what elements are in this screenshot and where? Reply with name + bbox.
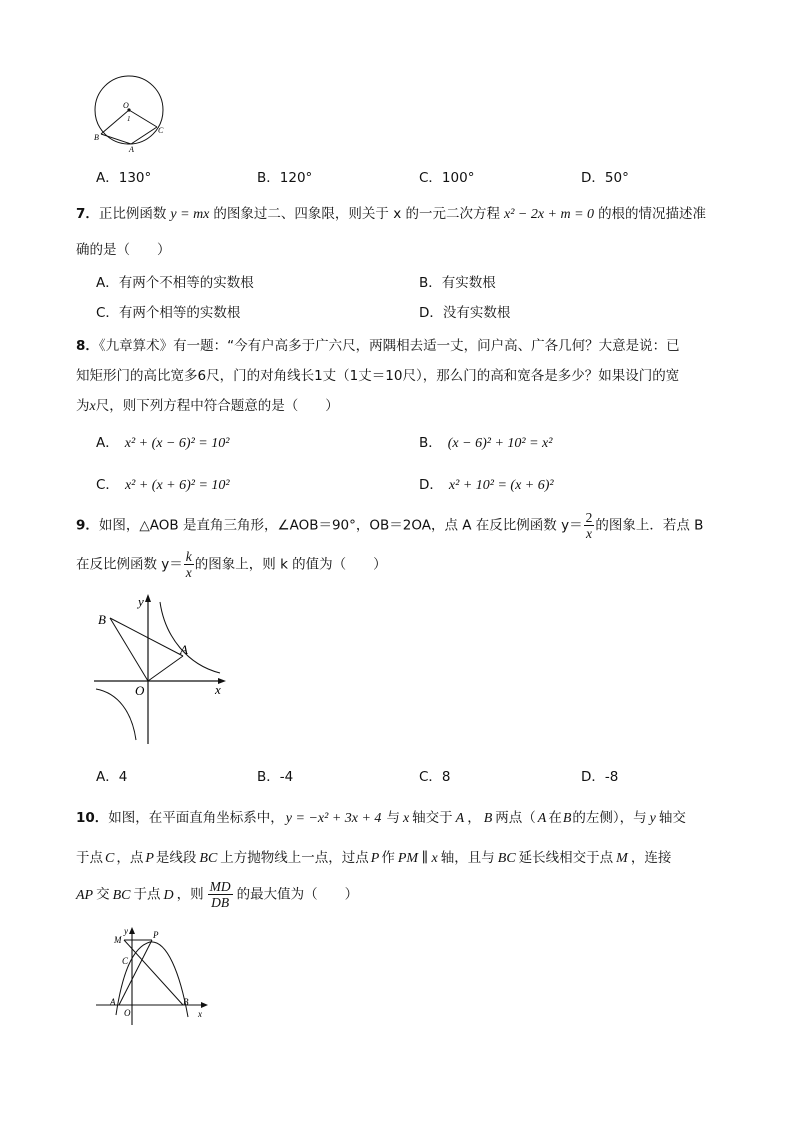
fraction-denominator: DB: [211, 895, 230, 910]
q10-label-c: C: [122, 956, 129, 966]
q7-math-function: y = mx: [170, 207, 210, 222]
q8-option-c[interactable]: [96, 473, 230, 494]
q9-label-b: B: [98, 612, 106, 627]
q6-option-d[interactable]: D．50°: [581, 170, 629, 186]
q9-label-x: x: [215, 682, 221, 697]
q8-text: 《九章算术》有一题：“今有户高多于广六尺，两隅相去适一丈，问户高、广各几何？大意是说：已: [98, 338, 680, 354]
q6-label-a: A: [129, 145, 134, 154]
q6-label-1: 1: [127, 115, 131, 123]
q7-number: 7．: [76, 206, 99, 222]
math-var: y: [649, 811, 656, 826]
q9-coordinate-figure: [88, 592, 238, 748]
q10-text: ，点: [116, 850, 144, 866]
q10-stem-line3: [76, 879, 358, 910]
q6-option-c[interactable]: C．100°: [419, 170, 475, 186]
q10-text: 轴交: [658, 810, 686, 826]
q8-option-b[interactable]: [419, 431, 552, 452]
q7-math-equation: x² − 2x + m = 0: [503, 207, 595, 222]
math-var: P: [145, 851, 154, 866]
q6-label-c: C: [158, 126, 164, 135]
q10-text: 如图，在平面直角坐标系中，: [108, 810, 284, 826]
q8-option-b-equation: (x − 6)² + 10² = x²: [447, 436, 553, 451]
q7-stem-line1: [76, 202, 706, 223]
q9-label-o: O: [135, 683, 145, 698]
q6-option-b[interactable]: B．120°: [257, 170, 313, 186]
q6-label-o: O: [123, 101, 129, 110]
math-var: AP: [76, 887, 94, 903]
q7-option-b[interactable]: B．有实数根: [419, 275, 496, 291]
q9-text: 的图象上，则 k 的值为（ ）: [194, 556, 387, 573]
q10-text: ，: [467, 810, 481, 826]
q9-option-c[interactable]: C．8: [419, 769, 451, 785]
q10-text: 轴交于: [412, 810, 453, 826]
math-var: x: [402, 811, 410, 826]
q6-label-b: B: [94, 133, 99, 142]
fraction-numerator: k: [185, 549, 192, 564]
fraction-numerator: 2: [585, 510, 593, 525]
q7-stem-line2: 确的是（ ）: [76, 242, 171, 258]
q10-text: ，则: [176, 886, 204, 903]
q9-number: 9．: [76, 517, 99, 534]
q10-text: 的左侧），与: [572, 810, 647, 826]
q10-text: 轴，且与: [440, 850, 495, 866]
option-label: D．: [419, 477, 443, 493]
math-var: B: [562, 811, 572, 826]
q10-parabola-figure: [92, 925, 216, 1027]
q9-option-a[interactable]: A．4: [96, 769, 128, 785]
q10-label-a: A: [110, 997, 116, 1007]
q10-text: 作: [381, 850, 395, 866]
math-var: C: [105, 851, 115, 866]
q8-math-x: x: [89, 399, 96, 414]
q8-number: 8．: [76, 338, 99, 354]
q9-text: 在反比例函数 y＝: [76, 556, 183, 573]
math-var: BC: [199, 851, 218, 866]
q7-option-d[interactable]: D．没有实数根: [419, 305, 511, 321]
math-var: M: [616, 851, 628, 866]
q9-text: 的图象上．若点 B: [595, 517, 704, 534]
q10-fraction-md-over-db: [208, 879, 233, 910]
q9-label-a: A: [180, 642, 188, 657]
q9-fraction-k-over-x: [184, 549, 194, 580]
q9-stem-line2: [76, 549, 387, 580]
q9-option-b[interactable]: B．-4: [257, 769, 294, 785]
q10-label-x: x: [198, 1009, 202, 1019]
q8-option-d[interactable]: [419, 473, 554, 494]
q8-option-c-equation: x² + (x + 6)² = 10²: [124, 478, 230, 493]
option-label: C．: [96, 477, 119, 493]
math-var: B: [483, 811, 493, 826]
q10-stem-line1: [76, 806, 686, 827]
option-label: A．: [96, 435, 119, 451]
math-var: D: [163, 887, 174, 903]
q7-option-c[interactable]: C．有两个相等的实数根: [96, 305, 241, 321]
q9-stem-line1: [76, 510, 703, 541]
q8-option-a[interactable]: [96, 431, 229, 452]
fraction-denominator: x: [185, 565, 192, 580]
q8-stem-line1: [76, 334, 680, 354]
q7-text: 正比例函数: [98, 206, 167, 222]
q9-option-d[interactable]: D．-8: [581, 769, 619, 785]
fraction-denominator: x: [585, 526, 592, 541]
q10-text: 于点: [76, 850, 103, 866]
q10-label-p: P: [153, 930, 159, 940]
math-parallel: PM ∥ x: [397, 851, 438, 866]
q10-label-m: M: [114, 935, 122, 945]
q6-circle-figure: [90, 70, 170, 155]
math-var: A: [455, 811, 465, 826]
option-label: B．: [419, 435, 442, 451]
q10-label-b: B: [183, 997, 189, 1007]
q8-stem-line2: 知矩形门的高比宽多6尺，门的对角线长1丈（1丈＝10尺），那么门的高和宽各是多少？如果设门的宽: [76, 368, 680, 384]
q9-label-y: y: [138, 594, 144, 609]
q10-text: 两点（: [495, 810, 536, 826]
q10-stem-line2: [76, 846, 671, 867]
q8-option-a-equation: x² + (x − 6)² = 10²: [124, 436, 230, 451]
fraction-numerator: MD: [209, 879, 231, 894]
q10-text: ，连接: [630, 850, 672, 866]
q10-math-parabola: y = −x² + 3x + 4: [285, 811, 382, 826]
math-var: P: [370, 851, 380, 866]
q10-text: 的最大值为（ ）: [236, 886, 359, 903]
math-var: A: [537, 811, 547, 826]
q10-text: 交: [96, 886, 110, 903]
q7-text: 的根的情况描述准: [598, 206, 707, 222]
q7-option-a[interactable]: A．有两个不相等的实数根: [96, 275, 254, 291]
q10-text: 与: [386, 810, 400, 826]
q10-label-y: y: [124, 926, 128, 936]
math-var: BC: [112, 887, 131, 903]
q10-text: 上方抛物线上一点，过点: [220, 850, 369, 866]
q8-text: 为: [76, 398, 90, 414]
q7-text: 的图象过二、四象限，则关于 x 的一元二次方程: [213, 206, 500, 222]
q10-label-o: O: [124, 1008, 131, 1018]
q10-text: 是线段: [155, 850, 197, 866]
q8-text: 尺，则下列方程中符合题意的是（ ）: [95, 398, 339, 414]
q8-stem-line3: [76, 394, 339, 415]
q10-number: 10．: [76, 810, 109, 826]
q9-fraction-2-over-x: [584, 510, 595, 541]
q8-option-d-equation: x² + 10² = (x + 6)²: [448, 478, 554, 493]
q9-text: 如图，△AOB 是直角三角形，∠AOB＝90°，OB＝2OA，点 A 在反比例函数 y＝: [98, 517, 583, 534]
q10-text: 于点: [133, 886, 161, 903]
q6-option-a[interactable]: A．130°: [96, 170, 152, 186]
math-var: BC: [497, 851, 516, 866]
q10-text: 在: [548, 810, 562, 826]
q10-text: 延长线相交于点: [518, 850, 614, 866]
